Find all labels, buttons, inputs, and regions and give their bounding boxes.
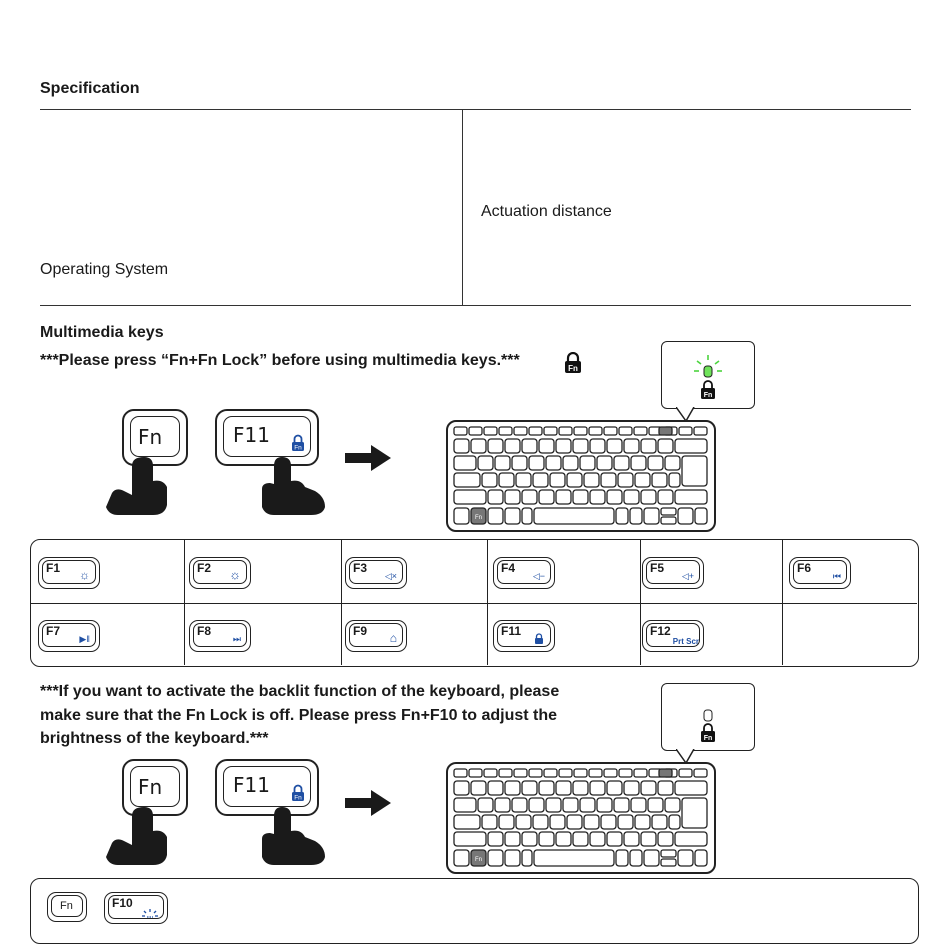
f12-key-label: F12 <box>650 624 671 638</box>
brightness-down-icon: ☼ <box>79 568 90 582</box>
backlight-note <box>40 680 559 751</box>
f3-key-label: F3 <box>353 561 368 575</box>
f11-key-label: F11 <box>233 773 270 797</box>
hand-press-icon <box>260 455 330 517</box>
spec-os-label: Operating System <box>40 261 169 278</box>
table-col-divider <box>341 540 342 665</box>
svg-text:Fn: Fn <box>294 444 302 452</box>
f6-key <box>789 557 851 589</box>
fn-key <box>47 892 87 922</box>
led-on-icon <box>661 341 755 409</box>
f1-key <box>38 557 100 589</box>
svg-text:Fn: Fn <box>703 392 713 399</box>
f10-key <box>104 892 168 924</box>
hand-press-icon <box>104 455 174 517</box>
table-col-divider <box>184 540 185 665</box>
backlight-icon <box>141 908 159 918</box>
f5-key-label: F5 <box>650 561 665 575</box>
keyboard-illustration <box>446 420 716 532</box>
arrow-right-icon <box>345 445 393 471</box>
spec-divider <box>462 109 463 306</box>
f11-key-label: F11 <box>501 624 522 638</box>
fn-lock-icon <box>534 633 544 645</box>
f10-key-label: F10 <box>112 896 133 910</box>
table-col-divider <box>640 540 641 665</box>
multimedia-heading: Multimedia keys <box>40 324 164 341</box>
keyboard-layout-icon <box>448 422 714 530</box>
fn-lock-led-bubble <box>661 341 755 409</box>
table-row-divider <box>31 603 917 604</box>
table-col-divider <box>782 540 783 665</box>
spec-actuation-label: Actuation distance <box>481 203 612 220</box>
backlight-note-line: ***If you want to activate the backlit function of the keyboard, please <box>40 683 560 700</box>
svg-text:Fn: Fn <box>568 364 578 373</box>
f7-key <box>38 620 100 652</box>
fn-key-label: Fn <box>138 425 163 449</box>
backlight-note-line: make sure that the Fn Lock is off. Please press Fn+F10 to adjust the <box>40 706 558 724</box>
brightness-up-icon: ☼ <box>229 567 241 582</box>
play-pause-icon: ▶‖ <box>79 634 90 644</box>
svg-text:Fn: Fn <box>474 857 483 863</box>
keyboard-illustration <box>446 762 716 874</box>
fn-lock-icon <box>564 352 582 374</box>
volume-down-icon: ◁− <box>532 571 545 581</box>
svg-text:Fn: Fn <box>294 794 302 802</box>
f3-key <box>345 557 407 589</box>
volume-up-icon: ◁+ <box>681 571 694 581</box>
f8-key <box>189 620 251 652</box>
fn-lock-led-bubble <box>661 683 755 751</box>
led-off-icon <box>661 683 755 751</box>
hand-press-icon <box>260 805 330 867</box>
f11-key-label: F11 <box>233 423 270 447</box>
previous-track-icon: ⏮ <box>832 571 841 581</box>
f9-key <box>345 620 407 652</box>
multimedia-keys-table <box>30 539 919 667</box>
home-icon: ⌂ <box>389 631 397 645</box>
backlight-note-line: brightness of the keyboard.*** <box>40 730 269 747</box>
f11-key <box>493 620 555 652</box>
f12-key <box>642 620 704 652</box>
f4-key-label: F4 <box>501 561 516 575</box>
mute-icon: ◁× <box>384 571 397 581</box>
fn-lock-icon <box>291 784 305 802</box>
svg-text:Fn: Fn <box>703 735 713 742</box>
keyboard-layout-icon <box>448 764 714 872</box>
multimedia-note: ***Please press “Fn+Fn Lock” before using multimedia keys.*** <box>40 352 520 369</box>
next-track-icon: ⏭ <box>232 634 241 644</box>
f5-key <box>642 557 704 589</box>
f6-key-label: F6 <box>797 561 812 575</box>
fn-lock-icon <box>291 434 305 452</box>
arrow-right-icon <box>345 790 393 816</box>
f4-key <box>493 557 555 589</box>
table-col-divider <box>487 540 488 665</box>
spec-top-rule <box>40 109 911 110</box>
f9-key-label: F9 <box>353 624 368 638</box>
svg-text:Fn: Fn <box>474 515 483 521</box>
spec-heading: Specification <box>40 80 140 97</box>
f7-key-label: F7 <box>46 624 61 638</box>
f1-key-label: F1 <box>46 561 61 575</box>
fn-key-label: Fn <box>138 775 163 799</box>
print-screen-icon: Prt Scr <box>672 637 699 646</box>
f2-key <box>189 557 251 589</box>
hand-press-icon <box>104 805 174 867</box>
fn-key-label: Fn <box>60 900 73 912</box>
f2-key-label: F2 <box>197 561 212 575</box>
spec-bottom-rule <box>40 305 911 306</box>
f8-key-label: F8 <box>197 624 212 638</box>
